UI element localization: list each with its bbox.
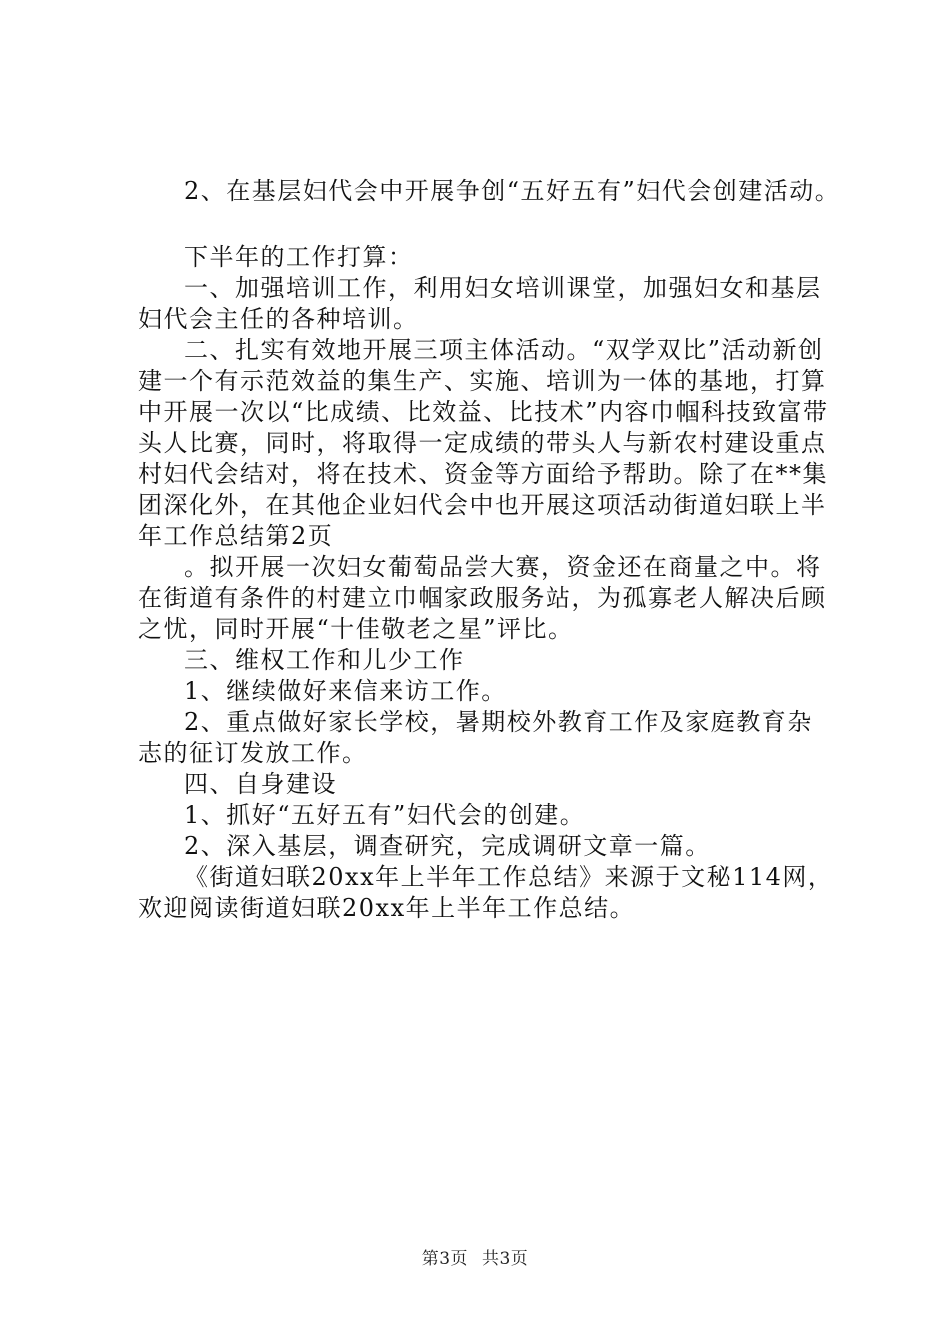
paragraph-research: 2、深入基层，调查研究，完成调研文章一篇。: [184, 832, 711, 860]
paragraph-contest: 。拟开展一次妇女葡萄品尝大赛，资金还在商量之中。将在街道有条件的村建立巾帼家政服务站，为孤寡老人解决后顾之忧，同时开展“十佳敬老之星”评比。: [138, 553, 827, 643]
paragraph-training: 一、加强培训工作，利用妇女培训课堂，加强妇女和基层妇代会主任的各种培训。: [138, 274, 822, 333]
paragraph-flow: [138, 242, 838, 924]
paragraph-activities: 二、扎实有效地开展三项主体活动。“双学双比”活动新创建一个有示范效益的集生产、实施、培训为一体的基地，打算中开展一次以“比成绩、比效益、比技术”内容巾帼科技致富带头人比赛，同时，将取得一定成绩的带头人与新农村建设重点村妇代会结对，将在技术、资金等方面给予帮助。除了在**集团深化外，在其他企业妇代会中也开展这项活动街道妇联上半年工作总结第2页: [138, 336, 829, 550]
paragraph-five-good: 1、抓好“五好五有”妇代会的创建。: [184, 801, 586, 829]
paragraph-parent-school: 2、重点做好家长学校，暑期校外教育工作及家庭教育杂志的征订发放工作。: [138, 708, 813, 767]
paragraph-letters: 1、继续做好来信来访工作。: [184, 677, 507, 705]
paragraph-self-heading: 四、自身建设: [184, 770, 337, 798]
paragraph-item-1: 2、在基层妇代会中开展争创“五好五有”妇代会创建活动。: [184, 177, 841, 205]
paragraph-plan-heading: 下半年的工作打算：: [184, 243, 414, 271]
page-number: 第3页: [421, 1249, 469, 1269]
page-footer: [0, 1244, 950, 1269]
page-total: 共3页: [481, 1249, 529, 1269]
paragraph-source: 《街道妇联20xx年上半年工作总结》来源于文秘114网，欢迎阅读街道妇联20xx年上半年工作总结。: [138, 863, 834, 922]
paragraph-rights-heading: 三、维权工作和儿少工作: [184, 646, 465, 674]
